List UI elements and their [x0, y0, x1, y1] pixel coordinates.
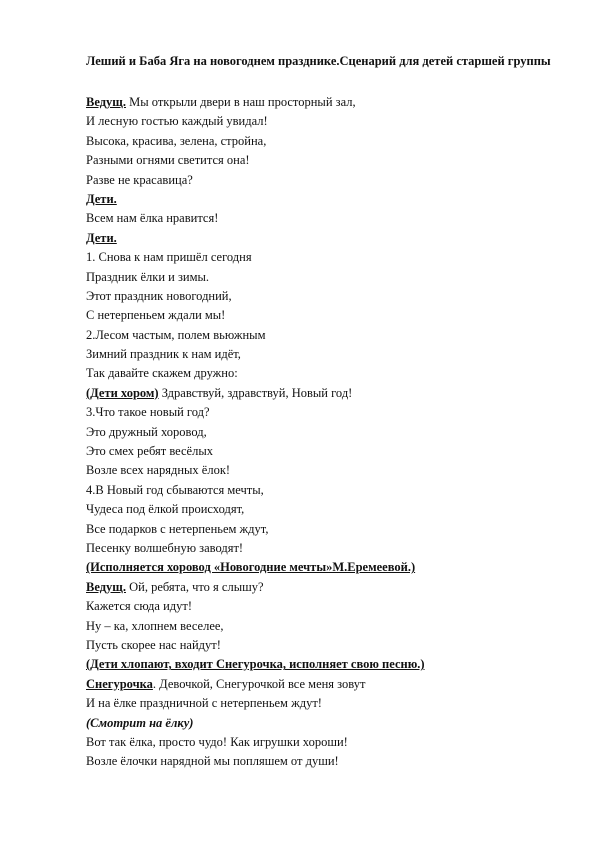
- line-text: Это дружный хоровод,: [86, 424, 207, 439]
- script-line: [86, 403, 566, 422]
- line-text: Ну – ка, хлопнем веселее,: [86, 618, 224, 633]
- script-line: [86, 287, 566, 306]
- line-text: . Девочкой, Снегурочкой все меня зовут: [152, 676, 366, 691]
- line-text: Разными огнями светится она!: [86, 153, 250, 168]
- script-line: [86, 461, 566, 480]
- script-line: [86, 752, 566, 771]
- line-text: Зимний праздник к нам идёт,: [86, 347, 241, 362]
- script-line: [86, 500, 566, 519]
- line-text: Так давайте скажем дружно:: [86, 366, 238, 381]
- script-line: [86, 655, 566, 674]
- script-line: [86, 733, 566, 752]
- script-line: [86, 326, 566, 345]
- script-line: [86, 229, 566, 248]
- script-line: [86, 481, 566, 500]
- speaker-label: Ведущ.: [86, 579, 126, 594]
- line-text: Кажется сюда идут!: [86, 599, 192, 614]
- script-line: [86, 190, 566, 209]
- script-line: [86, 442, 566, 461]
- line-text: Всем нам ёлка нравится!: [86, 211, 219, 226]
- stage-direction: (Исполняется хоровод «Новогодние мечты»М.Еремеевой.): [86, 560, 416, 575]
- script-line: [86, 306, 566, 325]
- speaker-label: Ведущ.: [86, 95, 126, 109]
- script-line: [86, 694, 566, 713]
- script-line: [86, 132, 566, 151]
- script-line: [86, 93, 566, 112]
- line-text: Возле ёлочки нарядной мы попляшем от души!: [86, 754, 339, 769]
- line-text: С нетерпеньем ждали мы!: [86, 308, 226, 323]
- script-line: [86, 364, 566, 383]
- stage-direction: (Дети хлопают, входит Снегурочка, исполняет свою песню.): [86, 657, 425, 672]
- line-text: Возле всех нарядных ёлок!: [86, 463, 231, 478]
- script-line: [86, 597, 566, 616]
- line-text: Песенку волшебную заводят!: [86, 540, 244, 555]
- script-line: [86, 384, 566, 403]
- script-line: [86, 248, 566, 267]
- stage-note: (Смотрит на ёлку): [86, 715, 194, 730]
- speaker-label: Дети.: [86, 191, 117, 206]
- line-text: Это смех ребят весёлых: [86, 444, 213, 459]
- script-line: [86, 520, 566, 539]
- script-line: [86, 423, 566, 442]
- line-text: И на ёлке праздничной с нетерпеньем ждут!: [86, 696, 322, 711]
- line-text: Мы открыли двери в наш просторный зал,: [125, 95, 356, 109]
- line-text: Здравствуй, здравствуй, Новый год!: [158, 385, 353, 400]
- script-line: [86, 558, 566, 577]
- script-line: [86, 171, 566, 190]
- script-line: [86, 539, 566, 558]
- line-text: Этот праздник новогодний,: [86, 288, 232, 303]
- line-text: Вот так ёлка, просто чудо! Как игрушки хороши!: [86, 734, 348, 749]
- line-text: 3.Что такое новый год?: [86, 405, 210, 420]
- script-line: [86, 112, 566, 131]
- line-text: Ой, ребята, что я слышу?: [125, 579, 264, 594]
- script-line: [86, 151, 566, 170]
- script-line: [86, 345, 566, 364]
- line-text: 2.Лесом частым, полем вьюжным: [86, 327, 266, 342]
- script-line: [86, 714, 566, 733]
- script-line: [86, 578, 566, 597]
- script-line: [86, 209, 566, 228]
- script-line: [86, 636, 566, 655]
- line-text: И лесную гостью каждый увидал!: [86, 114, 268, 129]
- script-line: [86, 268, 566, 287]
- speaker-label: Снегурочка: [86, 676, 153, 691]
- line-text: 1. Снова к нам пришёл сегодня: [86, 250, 252, 265]
- line-text: Чудеса под ёлкой происходят,: [86, 502, 245, 517]
- document-title: Леший и Баба Яга на новогоднем празднике.Сценарий для детей старшей группы: [86, 54, 551, 68]
- line-text: Праздник ёлки и зимы.: [86, 269, 210, 284]
- line-text: Разве не красавица?: [86, 172, 193, 187]
- script-body: [86, 93, 566, 772]
- speaker-label: Дети.: [86, 230, 117, 245]
- script-line: [86, 617, 566, 636]
- speaker-label: (Дети хором): [86, 385, 159, 400]
- line-text: Высока, красива, зелена, стройна,: [86, 133, 267, 148]
- line-text: 4.В Новый год сбываются мечты,: [86, 482, 264, 497]
- line-text: Пусть скорее нас найдут!: [86, 637, 221, 652]
- line-text: Все подарков с нетерпеньем ждут,: [86, 521, 269, 536]
- script-line: [86, 675, 566, 694]
